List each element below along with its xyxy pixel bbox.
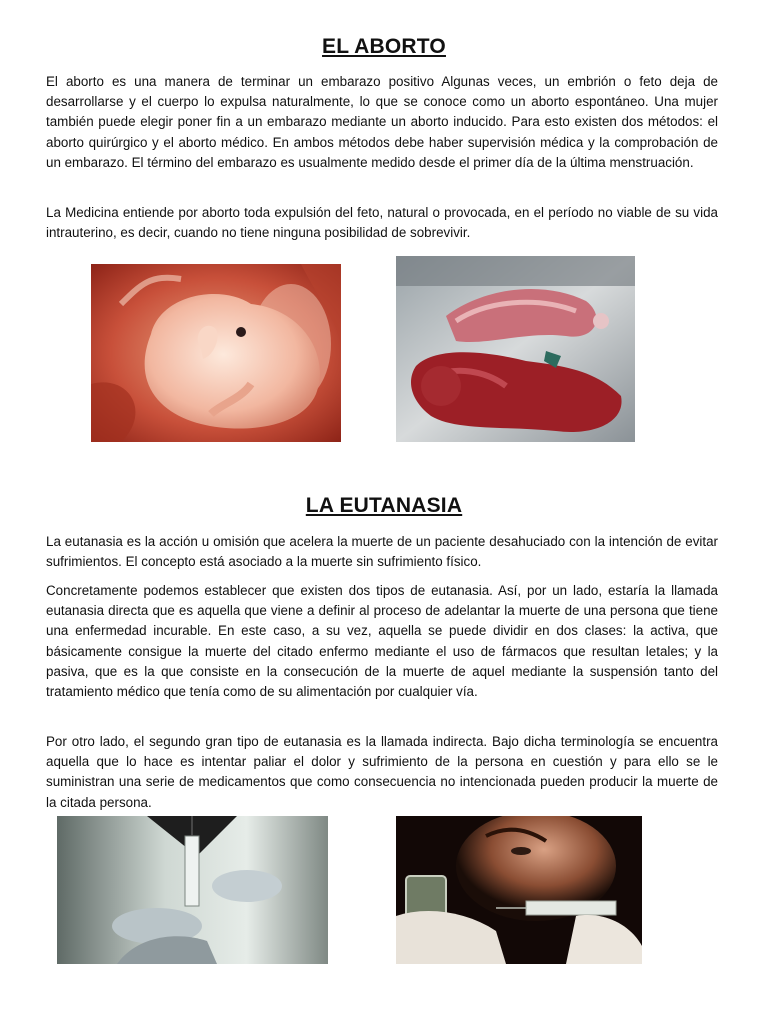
paragraph-text: La eutanasia es la acción u omisión que acelera la muerte de un paciente desahuciado con la intención de evitar sufrimientos. El concepto está asociado a la muerte sin sufrimiento físico. bbox=[46, 534, 718, 570]
paragraph-eutanasia-1 bbox=[46, 532, 718, 572]
paragraph-text: Concretamente podemos establecer que existen dos tipos de eutanasia. Así, por un lado, estaría la llamada eutanasia directa que es aquella que viene a definir al proceso de adelantar la muerte de una persona que tiene una enfermedad incurable. En este caso, a su vez, aquella se puede dividir en dos clases: la activa, que básicamente consigue la muerte del citado enfermo mediante el uso de fármacos que resultan letales; y la pasiva, que es la que consiste en la consecución de la muerte de aquel mediante la suspensión tanto del tratamiento médico que tenía como de su alimentación por cualquier vía. bbox=[46, 583, 718, 700]
section-title-aborto: EL ABORTO bbox=[322, 35, 446, 58]
paragraph-text: Por otro lado, el segundo gran tipo de eutanasia es la llamada indirecta. Bajo dicha terminología se encuentra aquella que lo hace es intentar paliar el dolor y sufrimiento de la persona en cuestión y para ello se le suministran una serie de medicamentos que como consecuencia no intencionada pueden producir la muerte de la citada persona. bbox=[46, 734, 718, 810]
doctor-syringe-image bbox=[57, 816, 328, 964]
paragraph-eutanasia-2 bbox=[46, 581, 718, 702]
paragraph-aborto-1 bbox=[46, 72, 718, 173]
paragraph-text: El aborto es una manera de terminar un embarazo positivo Algunas veces, un embrión o feto deja de desarrollarse y el cuerpo lo expulsa naturalmente, lo que se conoce como un aborto espontáneo. Una mujer también puede elegir poner fin a un embarazo mediante un aborto inducido. Para esto existen dos métodos: el aborto quirúrgico y el aborto médico. En ambos métodos debe haber supervisión médica y la comprobación de un embarazo. El término del embarazo es usualmente medido desde el primer día de la última menstruación. bbox=[46, 74, 718, 170]
section-title-eutanasia: LA EUTANASIA bbox=[305, 494, 463, 517]
fetus-image bbox=[396, 256, 635, 442]
paragraph-text: La Medicina entiende por aborto toda expulsión del feto, natural o provocada, en el período no viable de su vida intrauterino, es decir, cuando no tiene ninguna posibilidad de sobrevivir. bbox=[46, 205, 718, 241]
paragraph-aborto-2 bbox=[46, 203, 718, 243]
paragraph-eutanasia-3 bbox=[46, 732, 718, 813]
syringe-vial-image bbox=[396, 816, 642, 964]
embryo-image bbox=[91, 264, 341, 442]
